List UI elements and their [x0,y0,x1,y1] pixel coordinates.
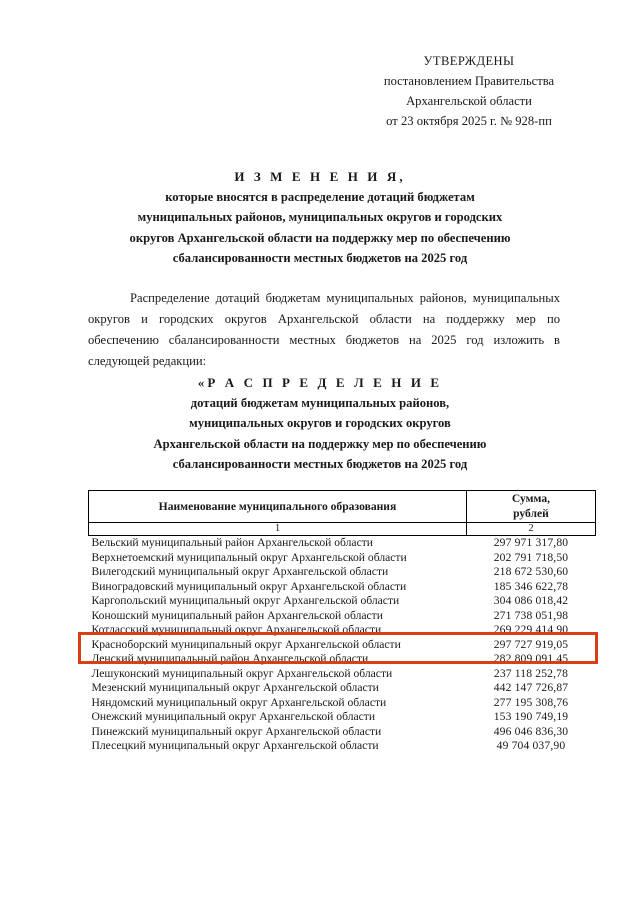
cell-municipality-name: Мезенский муниципальный округ Архангельской области [91,681,379,695]
cell-amount: 442 147 726,87 [493,681,569,695]
table-row [89,638,596,652]
cell-municipality-name: Пинежский муниципальный округ Архангельской области [91,724,382,738]
amendment-heading: И З М Е Н Е Н И Я, [234,169,406,184]
distribution-subtitle-line-1: дотаций бюджетам муниципальных районов, [190,396,450,411]
distribution-subtitle-line-3: Архангельской области на поддержку мер по обеспечению [153,436,487,451]
table-row [89,551,596,565]
cell-municipality-name: Виноградовский муниципальный округ Архангельской области [91,579,407,593]
table-row [89,580,596,594]
approval-line-authority: постановлением Правительства [383,73,555,88]
table-body [89,536,596,754]
table-row [89,725,596,739]
amendment-subtitle-line-2: муниципальных районов, муниципальных округов и городских [137,210,503,225]
table-row [89,623,596,637]
cell-amount: 282 809 091,45 [493,652,569,666]
table-row [89,667,596,681]
cell-municipality-name: Лешуконский муниципальный округ Архангельской области [91,666,393,680]
cell-municipality-name: Коношский муниципальный район Архангельской области [91,608,383,622]
cell-amount: 269 229 414,90 [493,623,569,637]
cell-municipality-name: Каргопольский муниципальный округ Архангельской области [91,594,400,608]
column-number-1: 1 [89,522,467,536]
approval-line-approved: УТВЕРЖДЕНЫ [423,54,515,68]
approval-line-date-number: от 23 октября 2025 г. № 928-пп [386,113,552,128]
cell-amount: 304 086 018,42 [493,594,569,608]
table-row [89,536,596,551]
distribution-title-block [70,372,570,475]
cell-amount: 496 046 836,30 [493,724,569,738]
cell-amount: 271 738 051,98 [493,608,569,622]
cell-municipality-name: Плесецкий муниципальный округ Архангельской области [91,739,379,753]
table-row [89,739,596,753]
amendment-subtitle-line-4: сбалансированности местных бюджетов на 2025 год [172,251,468,266]
amendment-subtitle-line-3: округов Архангельской области на поддержку мер по обеспечению [129,230,511,245]
table-header-row [89,491,596,523]
table-row [89,681,596,695]
table-row [89,710,596,724]
body-paragraph: Распределение дотаций бюджетам муниципальных районов, муниципальных округов и городских округов Архангельской области на поддержку мер по обеспечению сбалансированности местных бюджетов на 2025 год изложить в следующей редакции: [88,291,560,369]
column-header-sum-line-1: Сумма, [511,492,551,505]
distribution-subtitle-line-4: сбалансированности местных бюджетов на 2025 год [172,457,468,472]
table-head [89,491,596,536]
table-row [89,609,596,623]
approval-line-region: Архангельской области [406,93,532,108]
distribution-table [88,490,596,754]
cell-municipality-name: Верхнетоемский муниципальный округ Архангельской области [91,550,407,564]
cell-amount: 297 727 919,05 [493,637,569,651]
distribution-table-wrapper [88,490,596,754]
column-number-2: 2 [466,522,595,536]
amendment-title-block [70,166,570,269]
table-column-number-row [89,522,596,536]
column-header-name: Наименование муниципального образования [89,491,467,523]
column-header-sum [466,491,595,523]
cell-amount: 153 190 749,19 [493,710,569,724]
cell-municipality-name: Ленский муниципальный район Архангельской области [91,652,369,666]
cell-municipality-name: Онежский муниципальный округ Архангельской области [91,710,376,724]
cell-municipality-name: Вельский муниципальный район Архангельской области [91,536,373,550]
cell-amount: 202 791 718,50 [493,550,569,564]
table-row [89,652,596,666]
cell-amount: 277 195 308,76 [493,695,569,709]
table-row [89,565,596,579]
cell-amount: 49 704 037,90 [496,739,566,753]
cell-municipality-name: Красноборский муниципальный округ Архангельской области [91,637,401,651]
distribution-subtitle-line-2: муниципальных округов и городских округов [189,416,451,431]
amendment-subtitle-line-1: которые вносятся в распределение дотаций бюджетам [165,190,475,205]
table-row [89,594,596,608]
cell-amount: 185 346 622,78 [493,579,569,593]
cell-amount: 237 118 252,78 [493,666,569,680]
table-row [89,696,596,710]
cell-amount: 218 672 530,60 [493,565,569,579]
approval-block [330,52,608,132]
cell-municipality-name: Вилегодский муниципальный округ Архангельской области [91,565,389,579]
distribution-heading: «Р А С П Р Е Д Е Л Е Н И Е [197,375,443,390]
cell-municipality-name: Котласский муниципальный округ Архангельской области [91,623,382,637]
cell-amount: 297 971 317,80 [493,536,569,550]
cell-municipality-name: Няндомский муниципальный округ Архангельской области [91,695,387,709]
column-header-sum-line-2: рублей [513,507,549,521]
